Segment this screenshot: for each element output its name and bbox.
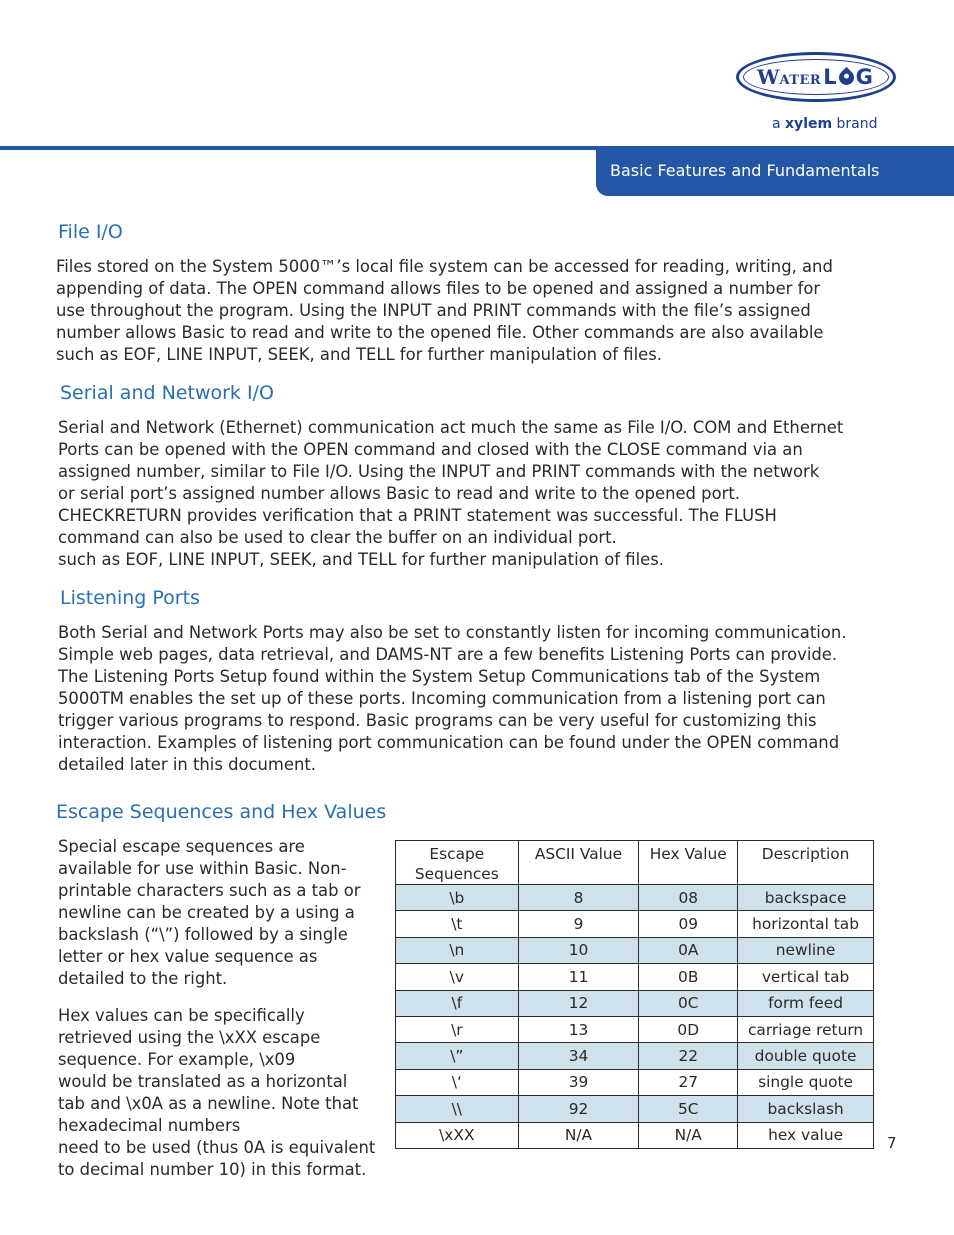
header-hex-value: Hex Value <box>639 841 738 885</box>
heading-escape-sequences: Escape Sequences and Hex Values <box>56 801 387 823</box>
brand-tagline: a xylem brand <box>772 116 878 132</box>
paragraph-listening-ports: Both Serial and Network Ports may also be set to constantly listen for incoming communication. Simple web pages, data retrieval, and DAMS-NT are a few benefits Listening Ports can provide. The Listening Ports Setup found within the System Setup Communications tab of the System 5000TM enables the set up of these ports. Incoming communication from a listening port can trigger various programs to respond. Basic programs can be very useful for customizing this interaction. Examples of listening port communication can be found under the OPEN command detailed later in this document. <box>58 623 847 774</box>
header-escape-sequences: Escape Sequences <box>396 841 519 885</box>
water-drop-icon <box>836 67 857 88</box>
page-number: 7 <box>887 1134 897 1152</box>
heading-file-io: File I/O <box>58 221 123 243</box>
paragraph-hex-values: Hex values can be specifically retrieved using the \xXX escape sequence. For example, \x09 would be translated as a horizontal tab and \x0A as a newline. Note that hexadecimal numbers need to be used (thus 0A is equivalent to decimal number 10) in this format. <box>58 1006 376 1179</box>
table-row: \n 10 0A newline <box>396 937 874 963</box>
logo-wordmark: W ATER L G <box>757 65 873 89</box>
header-ascii-value: ASCII Value <box>518 841 639 885</box>
table-row: \\ 92 5C backslash <box>396 1096 874 1122</box>
logo-oval <box>736 52 896 102</box>
table-row: \b 8 08 backspace <box>396 885 874 911</box>
table-row: \t 9 09 horizontal tab <box>396 911 874 937</box>
paragraph-escape-intro: Special escape sequences are available for use within Basic. Non- printable characters such as a tab or newline can be created by a using a backslash (“\”) followed by a single letter or hex value sequence as detailed to the right. <box>58 837 361 988</box>
table-row: \r 13 0D carriage return <box>396 1016 874 1042</box>
table-row: \f 12 0C form feed <box>396 990 874 1016</box>
header-description: Description <box>738 841 874 885</box>
heading-serial-network-io: Serial and Network I/O <box>60 382 274 404</box>
table-row: \” 34 22 double quote <box>396 1043 874 1069</box>
table-header-row <box>396 841 874 885</box>
escape-sequence-table <box>395 840 874 1149</box>
table-row: \xXX N/A N/A hex value <box>396 1122 874 1148</box>
section-tab: Basic Features and Fundamentals <box>596 146 954 196</box>
paragraph-serial-network-io: Serial and Network (Ethernet) communication act much the same as File I/O. COM and Ethernet Ports can be opened with the OPEN command and closed with the CLOSE command via an assigned number, similar to File I/O. Using the INPUT and PRINT commands with the network or serial port’s assigned number allows Basic to read and write to the opened port. CHECKRETURN provides verification that a PRINT statement was successful. The FLUSH command can also be used to clear the buffer on an individual port. such as EOF, LINE INPUT, SEEK, and TELL for further manipulation of files. <box>58 418 844 569</box>
table-row: \v 11 0B vertical tab <box>396 964 874 990</box>
paragraph-file-io: Files stored on the System 5000™’s local file system can be accessed for reading, writing, and appending of data. The OPEN command allows files to be opened and assigned a number for use throughout the program. Using the INPUT and PRINT commands with the file’s assigned number allows Basic to read and write to the opened file. Other commands are also available such as EOF, LINE INPUT, SEEK, and TELL for further manipulation of files. <box>56 257 833 364</box>
heading-listening-ports: Listening Ports <box>60 587 200 609</box>
table-row: \‘ 39 27 single quote <box>396 1069 874 1095</box>
